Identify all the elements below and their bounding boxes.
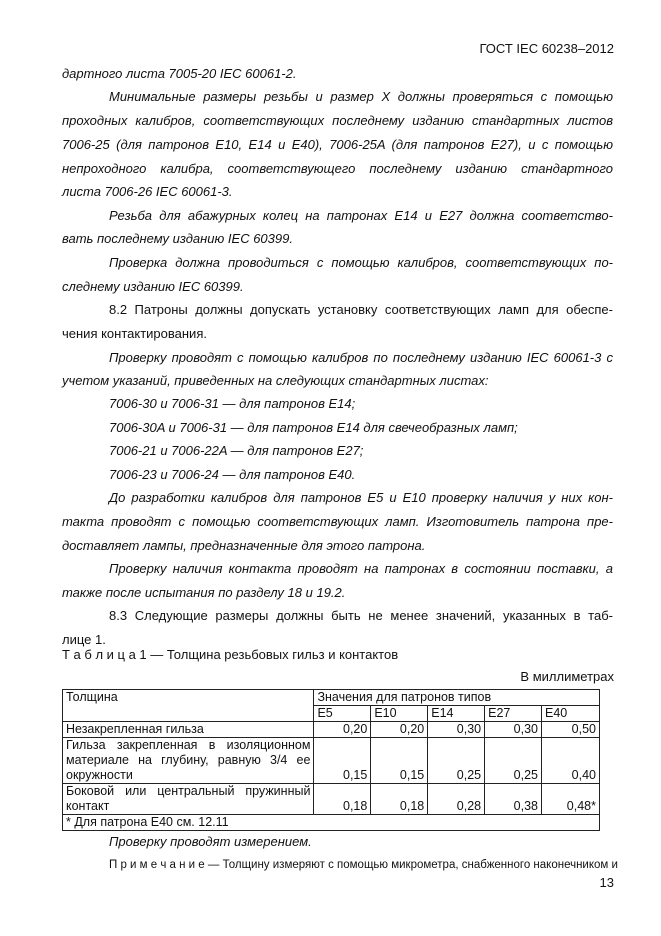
text-line: непроходного калибра, соответствующего последнему изданию стандартного bbox=[62, 161, 613, 176]
list-item: 7006-30A и 7006-31 — для патронов E14 для свечеобразных ламп; bbox=[109, 420, 518, 435]
type-header: E14 bbox=[428, 706, 485, 722]
row-label: Незакрепленная гильза bbox=[63, 722, 314, 738]
table-cell: 0,30 bbox=[428, 722, 485, 738]
text-line: также после испытания по разделу 18 и 19.2. bbox=[62, 585, 346, 600]
table-footnote: * Для патрона E40 см. 12.11 bbox=[63, 815, 600, 831]
type-header: E5 bbox=[314, 706, 371, 722]
row-label: Боковой или центральный пружинный контакт bbox=[63, 784, 314, 815]
table-cell: 0,25 bbox=[428, 738, 485, 784]
note-line: П р и м е ч а н и е — Толщину измеряют с помощью микрометра, снабженного наконечником и bbox=[109, 859, 618, 871]
column-header-thickness: Толщина bbox=[63, 690, 314, 722]
document-header: ГОСТ IEC 60238–2012 bbox=[479, 41, 614, 56]
list-item: 7006-21 и 7006-22A — для патронов E27; bbox=[109, 443, 364, 458]
table-cell: 0,30 bbox=[485, 722, 542, 738]
text-line: дартного листа 7005-20 IEC 60061-2. bbox=[62, 66, 297, 81]
table-cell: 0,20 bbox=[314, 722, 371, 738]
table-row bbox=[63, 738, 600, 784]
table-row bbox=[63, 722, 600, 738]
text-line: Проверку наличия контакта проводят на патронах в состоянии поставки, а bbox=[109, 561, 613, 576]
text-line: Проверку проводят с помощью калибров по последнему изданию IEC 60061-3 с bbox=[109, 350, 613, 365]
table-cell: 0,28 bbox=[428, 784, 485, 815]
text-line: учетом указаний, приведенных на следующих стандартных листах: bbox=[62, 373, 489, 388]
text-line: следнему изданию IEC 60399. bbox=[62, 279, 244, 294]
table-cell: 0,15 bbox=[314, 738, 371, 784]
text-line: Проверку проводят измерением. bbox=[109, 834, 312, 849]
text-line: чения контактирования. bbox=[62, 326, 207, 341]
table-cell: 0,18 bbox=[314, 784, 371, 815]
text-line: проходных калибров, соответствующих последнему изданию стандартных листов bbox=[62, 113, 613, 128]
text-line: До разработки калибров для патронов E5 и E10 проверку наличия у них кон- bbox=[109, 490, 613, 505]
table-cell: 0,20 bbox=[371, 722, 428, 738]
text-line: 8.2 Патроны должны допускать установку соответствующих ламп для обеспе- bbox=[109, 302, 613, 317]
table-cell: 0,38 bbox=[485, 784, 542, 815]
text-line: 7006-25 (для патронов E10, E14 и E40), 7006-25A (для патронов E27), и с помощью bbox=[62, 137, 613, 152]
list-item: 7006-23 и 7006-24 — для патронов E40. bbox=[109, 467, 356, 482]
table-cell: 0,40 bbox=[542, 738, 600, 784]
text-line: Минимальные размеры резьбы и размер X должны проверяться с помощью bbox=[109, 89, 614, 104]
table-cell: 0,25 bbox=[485, 738, 542, 784]
table-cell: 0,15 bbox=[371, 738, 428, 784]
table-cell: 0,50 bbox=[542, 722, 600, 738]
text-line: такта проводят с помощью соответствующих ламп. Изготовитель патрона пре- bbox=[62, 514, 613, 529]
table-row bbox=[63, 784, 600, 815]
text-line: 8.3 Следующие размеры должны быть не менее значений, указанных в таб- bbox=[109, 608, 613, 623]
text-line: Проверка должна проводиться с помощью калибров, соответствующих по- bbox=[109, 255, 613, 270]
thickness-table bbox=[62, 689, 600, 831]
type-header: E10 bbox=[371, 706, 428, 722]
text-line: доставляет лампы, предназначенные для этого патрона. bbox=[62, 538, 426, 553]
text-line: Резьба для абажурных колец на патронах E14 и E27 должна соответство- bbox=[109, 208, 613, 223]
table-units: В миллиметрах bbox=[520, 669, 614, 684]
text-line: вать последнему изданию IEC 60399. bbox=[62, 231, 293, 246]
table-caption: Т а б л и ц а 1 — Толщина резьбовых гильз и контактов bbox=[62, 647, 399, 662]
table-cell: 0,18 bbox=[371, 784, 428, 815]
text-line: листа 7006-26 IEC 60061-3. bbox=[62, 184, 233, 199]
list-item: 7006-30 и 7006-31 — для патронов E14; bbox=[109, 396, 356, 411]
text-line: лице 1. bbox=[62, 632, 106, 647]
row-label: Гильза закрепленная в изоляционном материале на глубину, равную 3/4 ее окружности bbox=[63, 738, 314, 784]
table-cell: 0,48* bbox=[542, 784, 600, 815]
type-header: E40 bbox=[542, 706, 600, 722]
column-group-header: Значения для патронов типов bbox=[314, 690, 600, 706]
page-number: 13 bbox=[599, 875, 614, 890]
type-header: E27 bbox=[485, 706, 542, 722]
